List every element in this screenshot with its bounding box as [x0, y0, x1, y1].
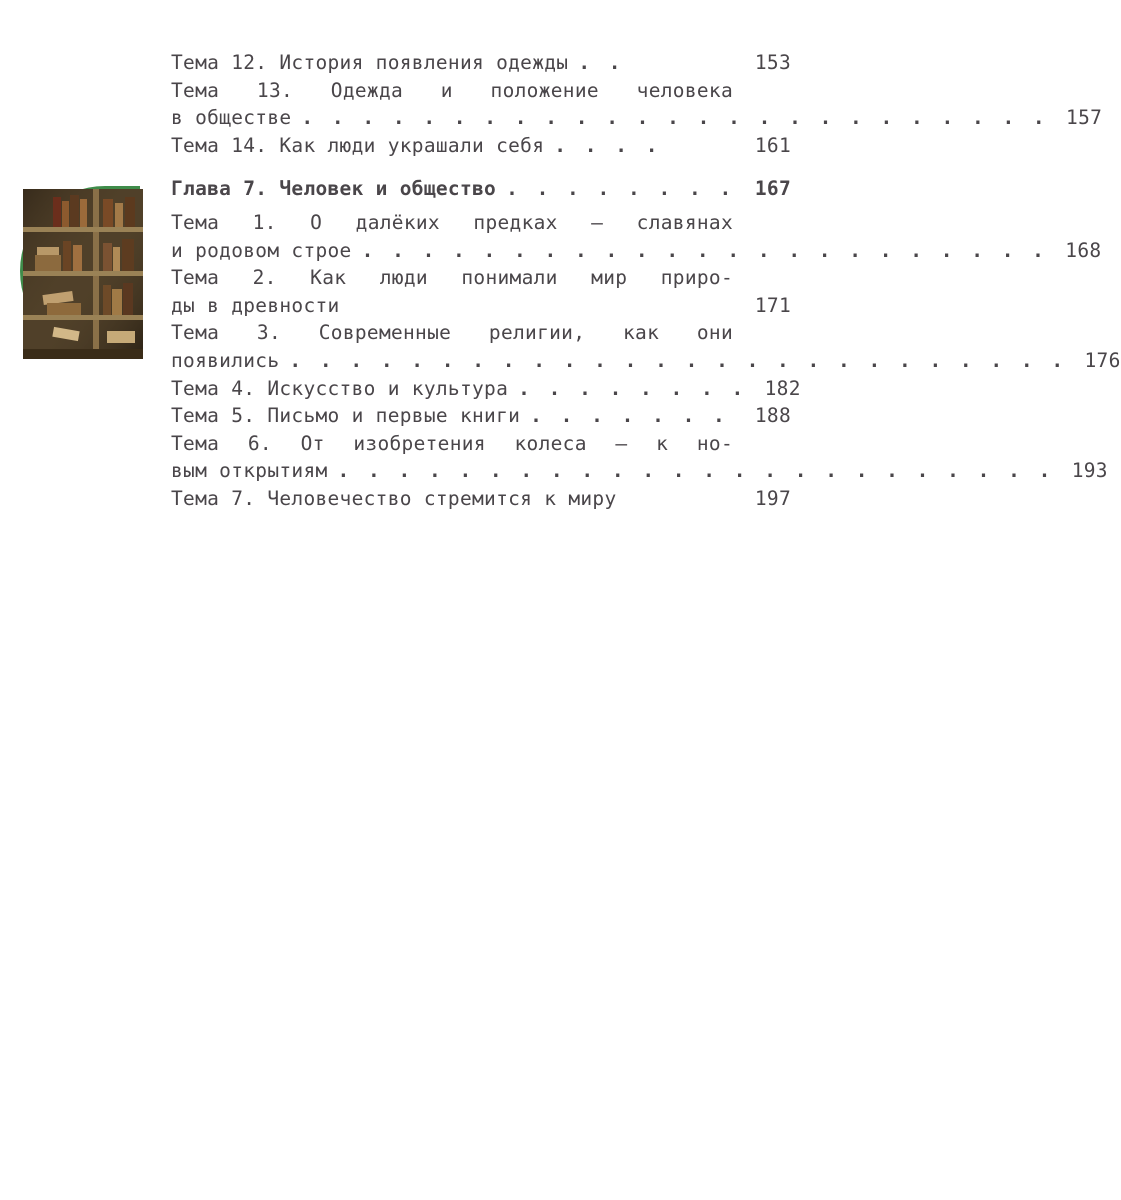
toc-entry-title: Тема 3. Современные религии, как они: [171, 321, 733, 345]
toc-leader-dots: . . . . . . . .: [518, 376, 747, 400]
toc-entry-title: Тема 7. Человечество стремится к миру: [171, 486, 617, 510]
toc-entry-tema-7[interactable]: [171, 485, 791, 513]
toc-entry-tema-13-line2[interactable]: [171, 104, 1103, 132]
toc-entry-tema-1-line1[interactable]: [171, 209, 791, 237]
toc-entry-title: Тема 14. Как люди украшали себя: [171, 133, 545, 157]
toc-entry-title: и родовом строе: [171, 238, 352, 262]
toc-leader-dots: . . . . . . . . . . . . . . . . . . . . . . . .: [337, 459, 1054, 483]
chapter-title: Глава 7. Человек и общество: [171, 177, 497, 201]
toc-entry-tema-3-line1[interactable]: [171, 319, 791, 347]
toc-entry-title: Тема 4. Искусство и культура: [171, 376, 509, 400]
toc-entry-title: Тема 12. История появления одежды: [171, 51, 569, 74]
toc-chapter-7[interactable]: [171, 175, 791, 203]
toc-page-number: 188: [754, 404, 791, 428]
toc-entry-title: Тема 2. Как люди понимали мир приро-: [171, 266, 733, 290]
toc-entry-tema-12[interactable]: [171, 49, 791, 77]
toc-leader-dots: . . . . . . . . . . . . . . . . . . . . . . . . .: [301, 106, 1049, 130]
toc-entry-tema-6-line1[interactable]: [171, 430, 791, 458]
toc-entry-tema-3-line2[interactable]: [171, 347, 1121, 375]
toc-entry-title: появились: [171, 348, 280, 372]
toc-entry-tema-2-line1[interactable]: [171, 264, 791, 292]
toc-entry-title: Тема 5. Письмо и первые книги: [171, 404, 521, 428]
toc-page-number: 168: [1065, 238, 1102, 262]
toc-leader-dots: . .: [578, 51, 625, 74]
toc-entry-tema-2-line2[interactable]: [171, 292, 791, 320]
toc-entry-tema-4[interactable]: [171, 375, 801, 403]
toc-entry-title: вым открытиям: [171, 459, 328, 483]
toc-leader-dots: . . . . . . . . . . . . . . . . . . . . . . . . . .: [289, 348, 1067, 372]
toc-page-number: 197: [754, 486, 791, 510]
toc-entry-tema-14[interactable]: [171, 132, 791, 160]
toc-leader-dots: . . . . . . . .: [506, 177, 735, 201]
toc-entry-tema-6-line2[interactable]: [171, 457, 1108, 485]
toc-entry-title: Тема 1. О далёких предках — славянах: [171, 210, 733, 234]
toc-leader-dots: . . . .: [554, 133, 661, 157]
toc-leader-dots: . . . . . . . . . . . . . . . . . . . . . . .: [361, 238, 1048, 262]
toc-page-number: 193: [1071, 459, 1108, 483]
toc-page-number: 161: [754, 133, 791, 157]
toc-entry-title: Тема 13. Одежда и положение человека: [171, 78, 733, 102]
toc-entry-tema-5[interactable]: [171, 402, 791, 430]
bookshelf-illustration: [23, 189, 143, 359]
toc-entry-title: ды в древности: [171, 293, 340, 317]
bookshelf-photo-icon: [20, 186, 140, 356]
toc-entry-title: в обществе: [171, 106, 292, 130]
toc-page-number: 153: [754, 51, 791, 74]
table-of-contents: [171, 49, 1121, 513]
toc-page-number: 171: [754, 293, 791, 317]
toc-leader-dots: . . . . . . .: [530, 404, 729, 428]
toc-page-number: 176: [1084, 348, 1121, 372]
toc-entry-tema-13-line1[interactable]: [171, 77, 791, 105]
toc-entry-title: Тема 6. От изобретения колеса — к но-: [171, 431, 733, 455]
toc-entry-tema-1-line2[interactable]: [171, 237, 1102, 265]
toc-page-number: 167: [754, 177, 791, 201]
toc-page-number: 157: [1066, 106, 1103, 130]
toc-page-number: 182: [764, 376, 801, 400]
